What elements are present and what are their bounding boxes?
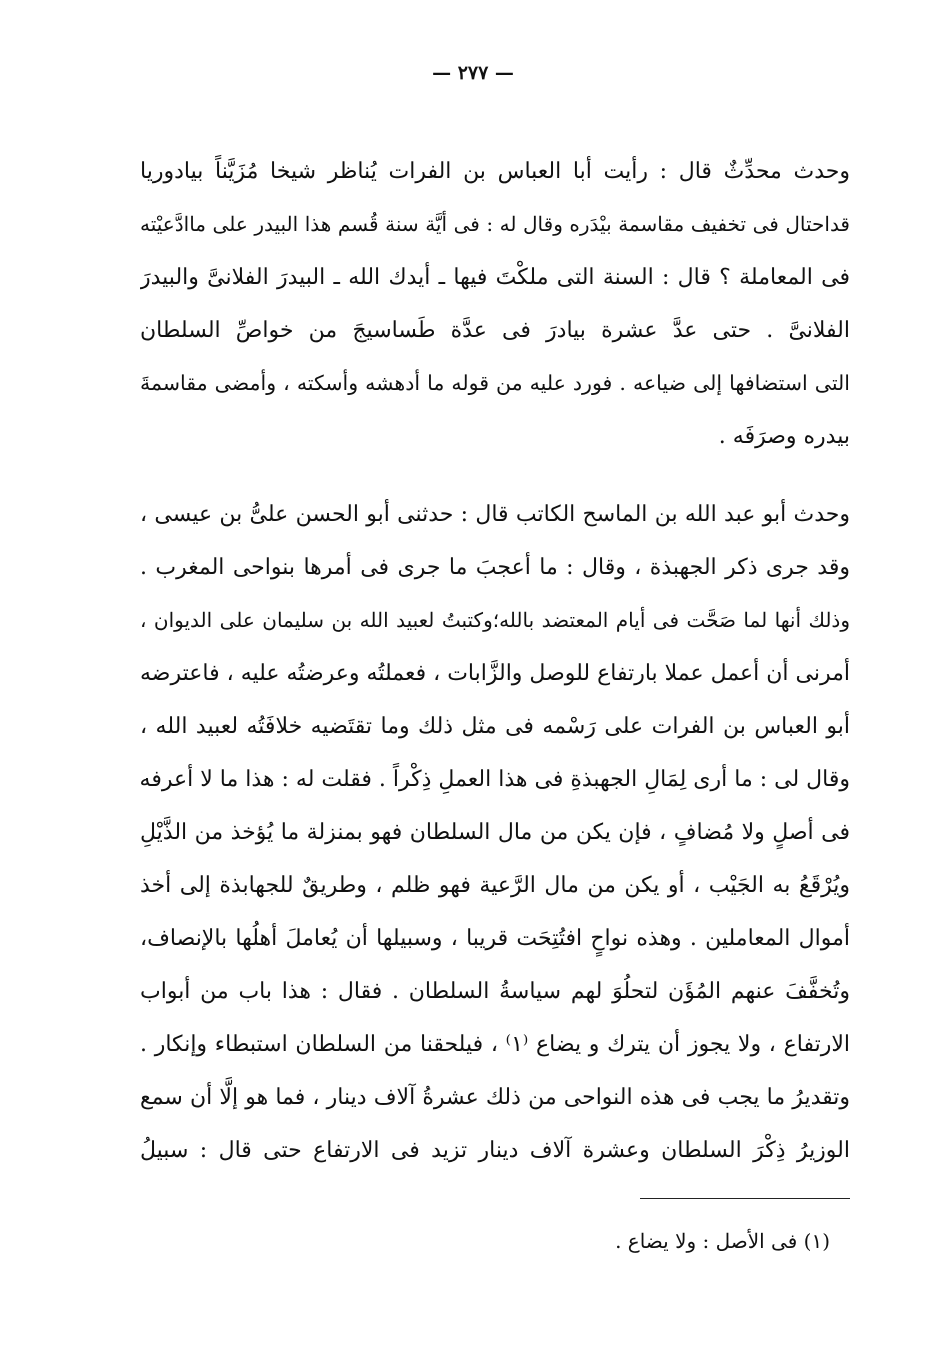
text-line: وذلك أنها لما صَحَّت فى أيام المعتضد بالله؛وكتبتُ لعبيد الله بن سليمان على الديوان ، bbox=[140, 608, 850, 632]
text-line: بيدره وصرَفَه . bbox=[718, 424, 850, 449]
text-line: الوزيرُ ذِكْرَ السلطان وعشرة آلاف دينار تزيد فى الارتفاع حتى قال : سبيلُ bbox=[140, 1138, 850, 1163]
text-line: وقال لى : ما أرى لِمَالِ الجهبذةِ فى هذا العملِ ذِكْراً . فقلت له : هذا ما لا أعرفه bbox=[140, 767, 850, 792]
text-line: قداحتال فى تخفيف مقاسمة بيْدَره وقال له : فى أيَّة سنة قُسم هذا البيدر على ماادَّعيْته bbox=[140, 212, 850, 236]
text-line: الارتفاع ، ولا يجوز أن يترك و يضاع ⁽١⁾ ، فيلحقنا من السلطان استبطاء وإنكار . bbox=[140, 1032, 850, 1057]
text-line: ويُرْقَعُ به الجَيْب ، أو يكن من مال الرَّعية فهو ظلم ، وطريقٌ للجهابذة إلى أخذ bbox=[140, 873, 850, 898]
footnote-divider bbox=[640, 1198, 850, 1199]
text-line: وقد جرى ذكر الجهبذة ، وقال : ما أعجبَ ما جرى فى أمرها بنواحى المغرب . bbox=[140, 555, 850, 580]
text-line: التى استضافها إلى ضياعه . فورد عليه من قوله ما أدهشه وأسكته ، وأمضى مقاسمةَ bbox=[140, 371, 850, 395]
text-line: وتُخفَّفَ عنهم المُؤَن لتحلُوَ لهم سياسةُ السلطان . فقال : هذا باب من أبواب bbox=[140, 979, 850, 1004]
text-line: وتقديرُ ما يجب فى هذه النواحى من ذلك عشرةُ آلاف دينار ، فما هو إلَّا أن سمع bbox=[140, 1085, 850, 1110]
text-line: فى المعاملة ؟ قال : السنة التى ملكْتَ فيها ـ أيدك الله ـ البيدرَ الفلانىَّ والبيدرَ bbox=[140, 265, 850, 290]
text-line: أمرنى أن أعمل عملا بارتفاع للوصل والزَّابات ، فعملتُه وعرضتُه عليه ، فاعترضه bbox=[140, 661, 850, 686]
page-number: — ٢٧٧ — bbox=[432, 62, 514, 84]
paragraph-1 bbox=[140, 145, 850, 463]
text-line: أموال المعاملين . وهذه نواحٍ افتُتِحَت قريبا ، وسبيلها أن يُعاملَ أهلُها بالإنصاف، bbox=[140, 926, 850, 951]
text-line: وحدث أبو عبد الله بن الماسح الكاتب قال : حدثنى أبو الحسن علىُّ بن عيسى ، bbox=[140, 502, 850, 527]
text-line: الفلانىَّ . حتى عدَّ عشرة بيادرَ فى عدَّة طَساسيجَ من خواصِّ السلطان bbox=[140, 318, 850, 343]
text-line: فى أصلٍ ولا مُضافٍ ، فإن يكن من مال السلطان فهو بمنزلة ما يُؤخذ من الذَّيْلِ bbox=[140, 820, 850, 845]
text-line: وحدث محدِّثٌ قال : رأيت أبا العباس بن الفرات يُناظر شيخا مُزَيَّناً بيادوريا bbox=[140, 159, 850, 184]
text-line: أبو العباس بن الفرات على رَسْمه فى مثل ذلك وما تقتَضيه خلافَتُه لعبيد الله ، bbox=[140, 714, 850, 739]
footnote: (١) فى الأصل : ولا يضاع . bbox=[615, 1229, 830, 1253]
paragraph-2 bbox=[140, 488, 850, 1177]
